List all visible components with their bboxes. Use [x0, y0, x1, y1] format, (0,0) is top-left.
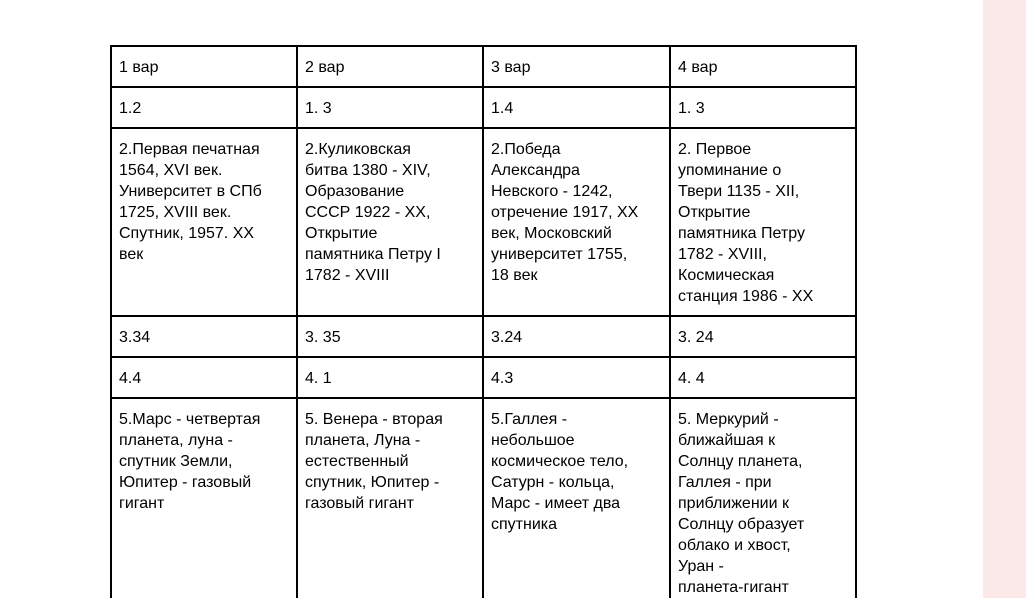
table-row [111, 357, 856, 398]
table-cell: 5.Марс - четвертая планета, луна - спутник Земли, Юпитер - газовый гигант [111, 398, 297, 598]
table-row [111, 87, 856, 128]
table-cell: 2. Первое упоминание о Твери 1135 - XII, Открытие памятника Петру 1782 - XVIII, Космическая станция 1986 - XX [670, 128, 856, 316]
table-cell: 1.2 [111, 87, 297, 128]
table-cell: 4. 4 [670, 357, 856, 398]
table-cell: 1. 3 [297, 87, 483, 128]
table-cell: 2.Куликовская битва 1380 - XIV, Образование СССР 1922 - XX, Открытие памятника Петру I 1782 - XVIII [297, 128, 483, 316]
answers-table [110, 45, 857, 598]
table-row [111, 398, 856, 598]
table-row-header [111, 46, 856, 87]
table-cell: 3.24 [483, 316, 670, 357]
table-cell: 2.Победа Александра Невского - 1242, отречение 1917, XX век, Московский университет 1755, 18 век [483, 128, 670, 316]
table-cell: 4 вар [670, 46, 856, 87]
table-row [111, 128, 856, 316]
table-cell: 4.3 [483, 357, 670, 398]
table-cell: 3. 24 [670, 316, 856, 357]
side-panel-background [983, 0, 1026, 598]
table-cell: 5. Меркурий - ближайшая к Солнцу планета, Галлея - при приближении к Солнцу образует облако и хвост, Уран - планета-гигант [670, 398, 856, 598]
table-cell: 5.Галлея - небольшое космическое тело, Сатурн - кольца, Марс - имеет два спутника [483, 398, 670, 598]
table-cell: 1 вар [111, 46, 297, 87]
table-cell: 4. 1 [297, 357, 483, 398]
table-cell: 1.4 [483, 87, 670, 128]
table-cell: 2.Первая печатная 1564, XVI век. Университет в СПб 1725, XVIII век. Спутник, 1957. XX век [111, 128, 297, 316]
table-cell: 3 вар [483, 46, 670, 87]
table-row [111, 316, 856, 357]
table-cell: 3.34 [111, 316, 297, 357]
table-cell: 4.4 [111, 357, 297, 398]
table-cell: 5. Венера - вторая планета, Луна - естественный спутник, Юпитер - газовый гигант [297, 398, 483, 598]
table-cell: 1. 3 [670, 87, 856, 128]
table-cell: 3. 35 [297, 316, 483, 357]
table-cell: 2 вар [297, 46, 483, 87]
